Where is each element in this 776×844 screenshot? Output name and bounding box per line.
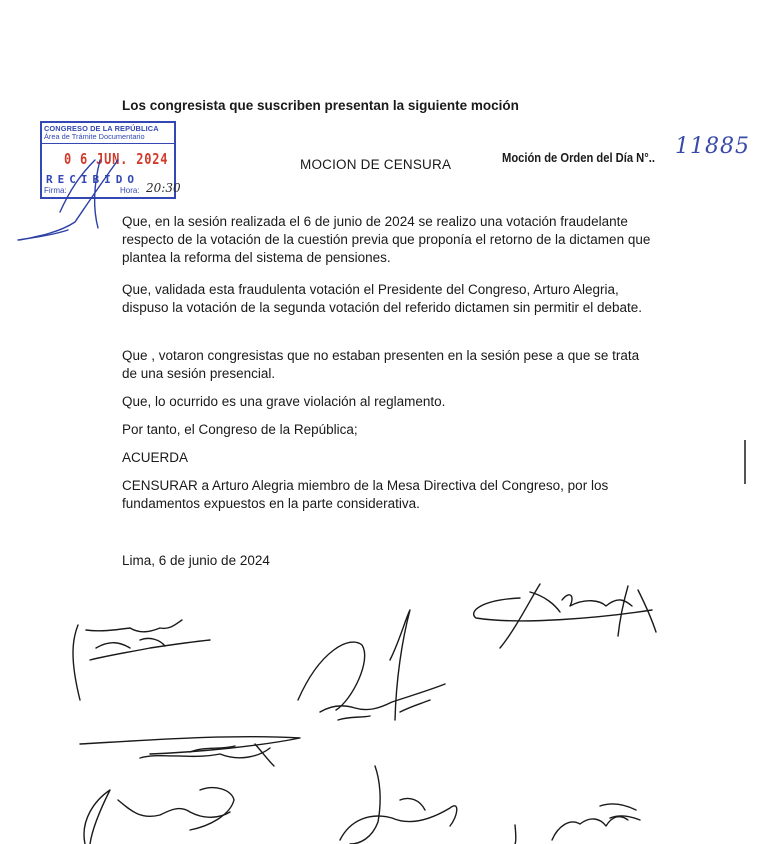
stamp-time-label: Hora: xyxy=(120,186,140,195)
paragraph-1: Que, en la sesión realizada el 6 de junio de 2024 se realizo una votación fraudelante respecto de la votación de la cuestión previa que proponía el retorno de la dictamen que plantea la reforma del sistema de pensiones. xyxy=(122,214,651,265)
paragraph-2: Que, validada esta fraudulenta votación el Presidente del Congreso, Arturo Alegria, dispuso la votación de la segunda votación del referido dictamen sin permitir el debate. xyxy=(122,282,643,315)
signature-3 xyxy=(80,737,300,766)
stamp-date: 0 6 JUN. 2024 xyxy=(64,150,169,168)
stamp-time-value: 20:30 xyxy=(146,181,181,195)
stamp-signature-scribble xyxy=(20,160,118,240)
paragraph-3: Que , votaron congresistas que no estaban presenten en la sesión pese a que se trata de una sesión presencial. xyxy=(122,348,640,381)
order-label: Moción de Orden del Día N°.. xyxy=(502,150,655,165)
signature-5 xyxy=(340,766,457,844)
paragraph-5: Por tanto, el Congreso de la República; xyxy=(122,422,358,437)
stamp-signature-label: Firma: xyxy=(44,186,67,195)
signature-anderson xyxy=(474,584,656,648)
paragraph-4: Que, lo ocurrido es una grave violación al reglamento. xyxy=(122,394,446,409)
signature-1 xyxy=(73,620,210,700)
paragraph-resolution: CENSURAR a Arturo Alegria miembro de la Mesa Directiva del Congreso, por los fundamentos expuestos en la parte considerativa. xyxy=(122,478,609,511)
signature-4 xyxy=(84,788,234,844)
motion-title: MOCION DE CENSURA xyxy=(300,157,452,172)
order-number: 11885 xyxy=(675,134,750,159)
document-heading: Los congresista que suscriben presentan la siguiente moción xyxy=(122,98,519,113)
place-date: Lima, 6 de junio de 2024 xyxy=(122,553,270,568)
signature-2 xyxy=(298,610,445,720)
stamp-area: Área de Trámite Documentario xyxy=(44,132,145,141)
paragraph-resolution-heading: ACUERDA xyxy=(122,450,189,465)
stamp-institution: CONGRESO DE LA REPÚBLICA xyxy=(44,124,159,133)
stamp-received: RECIBIDO xyxy=(46,173,139,186)
signature-6 xyxy=(515,804,640,844)
